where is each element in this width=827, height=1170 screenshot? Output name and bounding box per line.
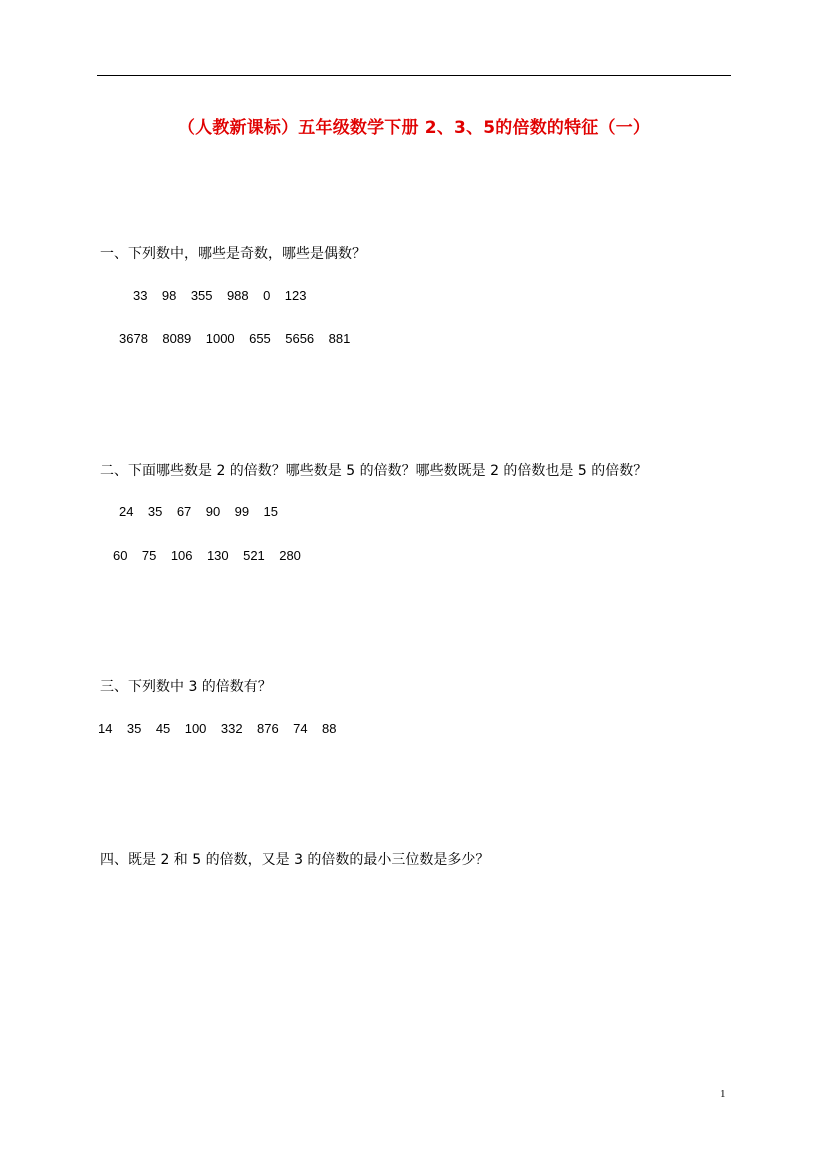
question-1-prompt: 一、下列数中，哪些是奇数，哪些是偶数？ bbox=[100, 246, 366, 262]
question-3-numbers-row-1: 14 35 45 100 332 876 74 88 bbox=[98, 721, 337, 736]
question-2-numbers-row-2: 60 75 106 130 521 280 bbox=[113, 548, 301, 563]
question-1-numbers-row-2: 3678 8089 1000 655 5656 881 bbox=[119, 331, 351, 346]
page-number: 1 bbox=[720, 1088, 726, 1100]
question-4-prompt: 四、既是 2 和 5 的倍数，又是 3 的倍数的最小三位数是多少？ bbox=[100, 852, 490, 868]
question-3-prompt: 三、下列数中 3 的倍数有？ bbox=[100, 679, 272, 695]
question-2-prompt: 二、下面哪些数是 2 的倍数？哪些数是 5 的倍数？哪些数既是 2 的倍数也是 5 的倍数？ bbox=[100, 463, 648, 479]
question-2-numbers-row-1: 24 35 67 90 99 15 bbox=[119, 504, 278, 519]
question-1-numbers-row-1: 33 98 355 988 0 123 bbox=[133, 288, 307, 303]
document-title: （人教新课标）五年级数学下册 2、3、5的倍数的特征（一） bbox=[177, 118, 651, 138]
header-rule bbox=[97, 75, 731, 76]
